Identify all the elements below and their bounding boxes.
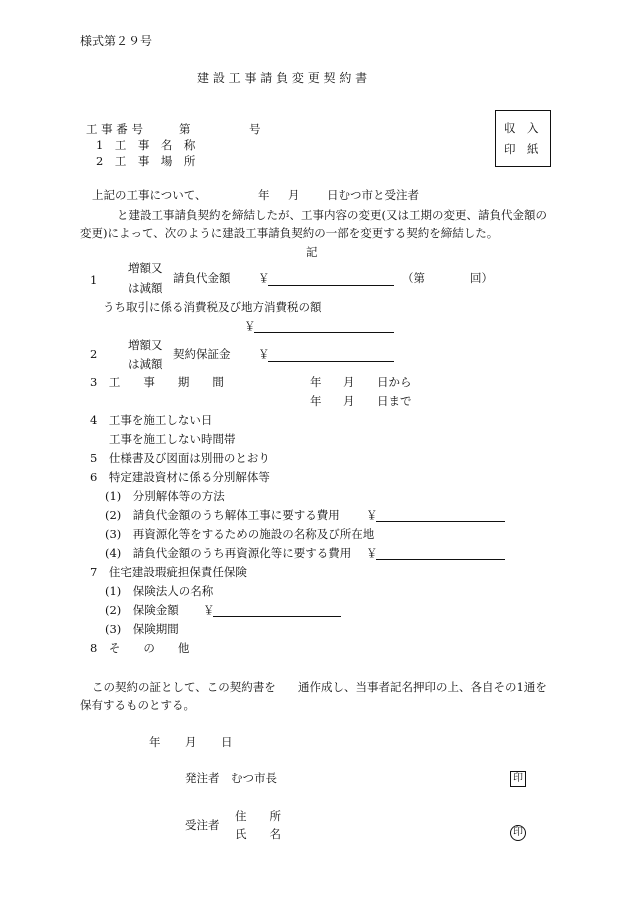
project-number-suffix: 号 [249,122,261,136]
tax-amount-label: うち取引に係る消費税及び地方消費税の額 [103,300,322,314]
period-from-day: 日から [377,375,412,389]
intro-text-2: と建設工事請負契約を締結したが、工事内容の変更(又は工期の変更、請負代金額の [117,208,547,222]
demolition-method: (1) 分別解体等の方法 [105,489,225,503]
contractor-address-label: 住 所 [235,809,281,823]
period-to-month: 月 [343,394,355,408]
contract-amount-yen: ￥ [258,271,270,285]
construction-period-label: 3 工 事 期 間 [90,375,224,389]
intro-year: 年 [258,188,270,202]
recycling-cost-label: (4) 請負代金額のうち再資源化等に要する費用 [105,546,352,560]
period-to-year: 年 [310,394,322,408]
project-number-label: 工 事 番 号 [86,122,143,136]
section1-number: 1 [90,273,98,287]
period-from-year: 年 [310,375,322,389]
recycling-cost-line [376,559,505,560]
contract-deposit-line [268,361,394,362]
project-number-prefix: 第 [179,122,191,136]
stamp-label-line2: 印 紙 [504,142,539,156]
demolition-label: 6 特定建設資材に係る分別解体等 [90,470,270,484]
period-to-day: 日まで [377,394,412,408]
section2-increase-label: 増額又 [128,338,163,352]
revenue-stamp-box [495,110,551,167]
insurer-name-label: (1) 保険法人の名称 [105,584,214,598]
recycling-cost-yen: ￥ [366,546,378,560]
demolition-cost-line [376,521,505,522]
other-label: 8 そ の 他 [90,641,190,655]
orderer-name: むつ市長 [231,771,277,785]
intro-text-1: 上記の工事について、 [92,188,207,202]
project-name-label: 1 工 事 名 称 [96,138,196,152]
contractor-name-label: 氏 名 [235,827,281,841]
insured-amount-label: (2) 保険金額 [105,603,179,617]
defect-insurance-label: 7 住宅建設瑕疵担保責任保険 [90,565,247,579]
intro-text-3: 変更)によって、次のように建設工事請負契約の一部を変更する契約を締結した。 [80,226,499,240]
demolition-cost-label: (2) 請負代金額のうち解体工事に要する費用 [105,508,340,522]
contract-deposit-label: 契約保証金 [173,347,231,361]
ki-heading: 記 [306,245,318,259]
signing-day: 日 [221,735,233,749]
demolition-cost-yen: ￥ [366,508,378,522]
non-work-days-label: 4 工事を施工しない日 [90,413,213,427]
period-from-month: 月 [343,375,355,389]
orderer-seal-mark: 印 [510,771,526,787]
project-location-label: 2 工 事 場 所 [96,154,196,168]
contract-amount-line [268,285,394,286]
tax-amount-yen: ￥ [244,319,256,333]
section1-decrease-label: は減額 [128,281,163,295]
section1-increase-label: 増額又 [128,261,163,275]
orderer-label: 発注者 [185,771,220,785]
specifications-label: 5 仕様書及び図面は別冊のとおり [90,451,270,465]
insured-amount-yen: ￥ [203,603,215,617]
section2-decrease-label: は減額 [128,357,163,371]
closing-text-2: 保有するものとする。 [80,698,195,712]
insured-amount-line [213,616,341,617]
form-number: 様式第２９号 [80,34,153,48]
stamp-label-line1: 収 入 [504,121,539,135]
document-title: 建 設 工 事 請 負 変 更 契 約 書 [197,71,368,85]
intro-month: 月 [288,188,300,202]
contract-amount-label: 請負代金額 [173,271,231,285]
closing-text-1b: 通作成し、当事者記名押印の上、各自その1通を [298,680,547,694]
closing-text-1a: この契約の証として、この契約書を [92,680,276,694]
revision-open: （第 [402,271,425,285]
tax-amount-line [254,332,394,333]
revision-close: 回） [470,271,493,285]
recycling-facility-label: (3) 再資源化等をするための施設の名称及び所在地 [105,527,375,541]
contractor-seal-mark: 印 [510,825,526,841]
intro-day-text: 日むつ市と受注者 [327,188,419,202]
section2-number: 2 [90,347,98,361]
signing-month: 月 [185,735,197,749]
insurance-period-label: (3) 保険期間 [105,622,179,636]
contractor-label: 受注者 [185,818,220,832]
signing-year: 年 [149,735,161,749]
contract-deposit-yen: ￥ [258,347,270,361]
non-work-hours-label: 工事を施工しない時間帯 [109,432,236,446]
